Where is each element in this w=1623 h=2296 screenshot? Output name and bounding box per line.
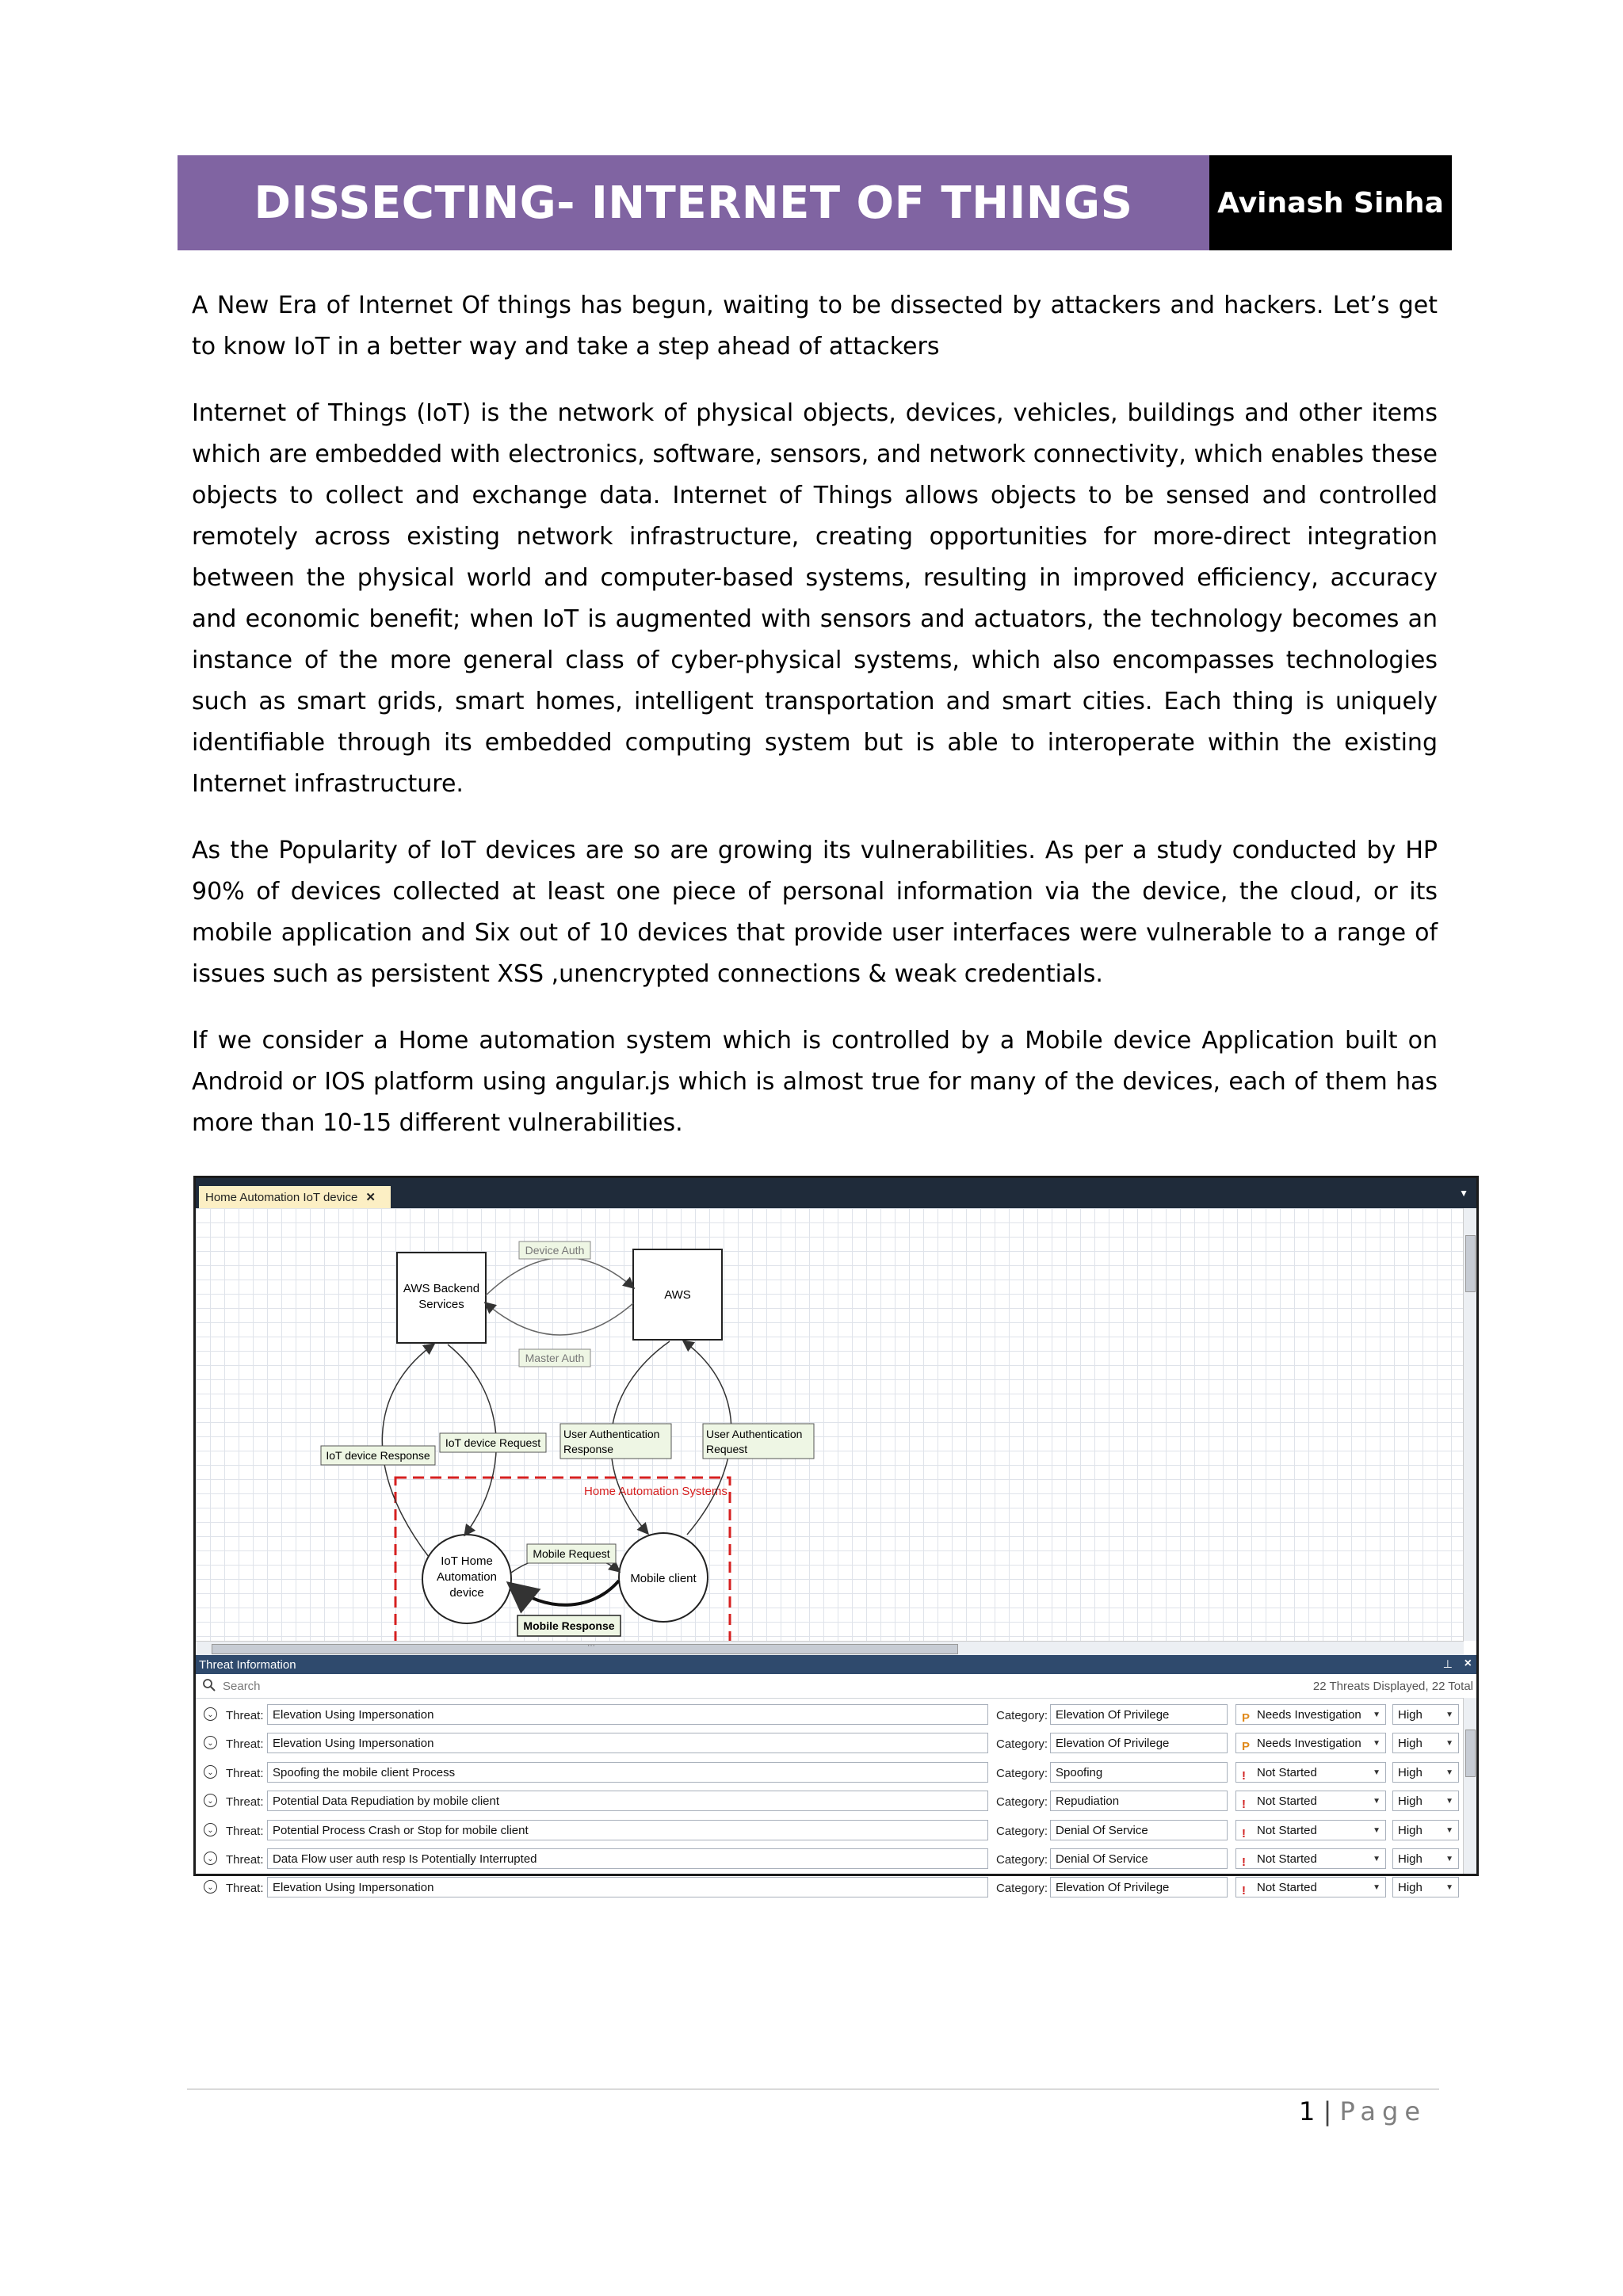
state-select[interactable] (1235, 1877, 1386, 1897)
threat-row[interactable] (196, 1730, 1464, 1758)
category-field[interactable]: Denial Of Service (1050, 1848, 1228, 1869)
category-label: Category: (996, 1709, 1048, 1722)
aws-label: AWS (664, 1288, 691, 1302)
user-auth-request-label-2: Request (706, 1443, 748, 1455)
chevron-down-icon: ▼ (1373, 1739, 1381, 1749)
state-value: Needs Investigation (1257, 1737, 1361, 1751)
user-auth-response-label-1: User Authentication (563, 1428, 660, 1440)
iot-device-request-label: IoT device Request (445, 1436, 541, 1449)
device-auth-flow[interactable] (486, 1257, 633, 1295)
priority-value: High (1398, 1823, 1423, 1837)
category-field[interactable]: Elevation Of Privilege (1050, 1877, 1228, 1897)
state-select[interactable] (1235, 1704, 1386, 1725)
threat-panel-title: Threat Information (199, 1657, 296, 1672)
chevron-down-icon: ▼ (1445, 1711, 1453, 1719)
page-number: 1 (1299, 2096, 1316, 2126)
search-icon (202, 1678, 216, 1692)
threat-row[interactable] (196, 1759, 1464, 1787)
threat-search-bar[interactable] (196, 1674, 1476, 1699)
expand-chevron-icon[interactable]: ⌄ (204, 1765, 217, 1779)
document-title: DISSECTING- INTERNET OF THINGS (178, 155, 1209, 250)
not-started-icon: ! (1242, 1855, 1246, 1869)
mobile-client-label: Mobile client (630, 1572, 697, 1585)
mobile-request-label: Mobile Request (533, 1547, 610, 1560)
threat-row[interactable] (196, 1817, 1464, 1845)
not-started-icon: ! (1242, 1768, 1246, 1783)
threat-title-field[interactable]: Spoofing the mobile client Process (267, 1762, 988, 1783)
state-select[interactable] (1235, 1733, 1386, 1753)
aws-backend-label-2: Services (418, 1298, 464, 1311)
iot-device-response-label: IoT device Response (326, 1449, 430, 1462)
category-field[interactable]: Elevation Of Privilege (1050, 1704, 1228, 1725)
priority-select[interactable] (1392, 1733, 1459, 1753)
threat-label: Threat: (226, 1882, 264, 1896)
threat-list-scrollbar[interactable] (1463, 1698, 1476, 1874)
close-icon[interactable]: × (1464, 1657, 1472, 1670)
threat-label: Threat: (226, 1795, 264, 1810)
state-value: Not Started (1257, 1881, 1317, 1895)
state-select[interactable] (1235, 1848, 1386, 1869)
paragraph-home-automation: If we consider a Home automation system which is controlled by a Mobile device Application built on Android or IOS platform using angular.js which is almost true for many of the devices, each of them has more than 10-15 different vulnerabilities. (192, 1027, 1438, 1137)
threat-label: Threat: (226, 1824, 264, 1838)
expand-chevron-icon[interactable]: ⌄ (204, 1852, 217, 1865)
threat-title-field[interactable]: Potential Data Repudiation by mobile client (267, 1791, 988, 1811)
threat-row[interactable] (196, 1787, 1464, 1816)
chevron-down-icon: ▼ (1445, 1883, 1453, 1893)
chevron-down-icon: ▼ (1373, 1825, 1381, 1835)
threat-title-field[interactable]: Elevation Using Impersonation (267, 1704, 988, 1725)
chevron-down-icon: ▼ (1445, 1739, 1453, 1749)
threat-title-field[interactable]: Potential Process Crash or Stop for mobile client (267, 1820, 988, 1840)
category-label: Category: (996, 1795, 1048, 1810)
diagram-canvas[interactable] (196, 1208, 1464, 1641)
master-auth-flow[interactable] (486, 1303, 633, 1335)
state-value: Not Started (1257, 1823, 1317, 1837)
page-word: Page (1339, 2096, 1426, 2126)
pin-icon[interactable]: ⊥ (1442, 1657, 1453, 1670)
author-name: Avinash Sinha (1209, 155, 1452, 250)
dataflow-diagram (196, 1208, 1464, 1641)
threat-title-field[interactable]: Elevation Using Impersonation (267, 1877, 988, 1897)
priority-select[interactable] (1392, 1877, 1459, 1897)
chevron-down-icon: ▼ (1445, 1854, 1453, 1863)
master-auth-label: Master Auth (525, 1352, 585, 1364)
user-auth-request-label-1: User Authentication (706, 1428, 803, 1440)
iot-home-label-2: Automation (437, 1570, 497, 1584)
threat-row[interactable] (196, 1874, 1464, 1902)
canvas-horizontal-scrollbar[interactable]: ⋯ (196, 1641, 1464, 1656)
priority-value: High (1398, 1708, 1423, 1722)
threat-count: 22 Threats Displayed, 22 Total (1312, 1680, 1473, 1693)
threat-label: Threat: (226, 1737, 264, 1752)
user-auth-response-label-2: Response (563, 1443, 614, 1455)
priority-select[interactable] (1392, 1762, 1459, 1783)
boundary-label: Home Automation Systems (584, 1485, 727, 1498)
category-label: Category: (996, 1766, 1048, 1780)
expand-chevron-icon[interactable]: ⌄ (204, 1794, 217, 1807)
not-started-icon: ! (1242, 1884, 1246, 1898)
priority-value: High (1398, 1765, 1423, 1779)
priority-select[interactable] (1392, 1791, 1459, 1811)
state-select[interactable] (1235, 1820, 1386, 1840)
not-started-icon: ! (1242, 1826, 1246, 1840)
expand-chevron-icon[interactable]: ⌄ (204, 1707, 217, 1721)
threat-list (196, 1701, 1464, 1903)
priority-value: High (1398, 1852, 1423, 1866)
priority-value: High (1398, 1794, 1423, 1809)
needs-investigation-icon: P (1242, 1711, 1251, 1725)
threat-panel-header (196, 1655, 1476, 1674)
paragraph-intro: A New Era of Internet Of things has begun, waiting to be dissected by attackers and hackers. Let’s get to know IoT in a better way and take a step ahead of attackers (192, 292, 1438, 360)
canvas-vertical-scrollbar[interactable] (1463, 1208, 1476, 1641)
priority-select[interactable] (1392, 1848, 1459, 1869)
category-label: Category: (996, 1824, 1048, 1838)
title-banner (178, 155, 1452, 250)
tab-home-automation[interactable] (199, 1186, 391, 1208)
state-value: Not Started (1257, 1794, 1317, 1809)
priority-select[interactable] (1392, 1820, 1459, 1840)
category-label: Category: (996, 1737, 1048, 1752)
priority-select[interactable] (1392, 1704, 1459, 1725)
aws-backend-label-1: AWS Backend (403, 1282, 480, 1295)
page-footer (1268, 2096, 1426, 2126)
chevron-down-icon: ▼ (1445, 1797, 1453, 1806)
footer-separator: | (1323, 2096, 1332, 2126)
expand-chevron-icon[interactable]: ⌄ (204, 1823, 217, 1836)
footer-divider (187, 2088, 1439, 2090)
chevron-down-icon: ▼ (1373, 1883, 1381, 1893)
chevron-down-icon: ▼ (1373, 1768, 1381, 1777)
threat-title-field[interactable]: Data Flow user auth resp Is Potentially Interrupted (267, 1848, 988, 1869)
mobile-response-flow[interactable] (511, 1581, 619, 1605)
body-text (192, 285, 1438, 1169)
chevron-down-icon: ▼ (1445, 1825, 1453, 1835)
chevron-down-icon[interactable]: ▼ (1459, 1188, 1468, 1199)
chevron-down-icon: ▼ (1373, 1854, 1381, 1863)
paragraph-iot-definition: Internet of Things (IoT) is the network of physical objects, devices, vehicles, buildings and other items which are embedded with electronics, software, sensors, and network connectivity, which enables these objects to collect and exchange data. Internet of Things allows objects to be sensed and controlled remotely across existing network infrastructure, creating opportunities for more-direct integration between the physical world and computer-based systems, resulting in improved efficiency, accuracy and economic benefit; when IoT is augmented with sensors and actuators, the technology becomes an instance of the more general class of cyber-physical systems, which also encompasses technologies such as smart grids, smart homes, intelligent transportation and smart cities. Each thing is uniquely identifiable through its embedded computing system but is able to interoperate within the existing Internet infrastructure. (192, 399, 1438, 798)
mobile-response-label: Mobile Response (523, 1619, 615, 1632)
needs-investigation-icon: P (1242, 1740, 1251, 1754)
close-icon[interactable]: ✕ (365, 1191, 376, 1204)
state-value: Not Started (1257, 1765, 1317, 1779)
category-label: Category: (996, 1882, 1048, 1896)
document-tab-bar (196, 1178, 1476, 1208)
chevron-down-icon: ▼ (1373, 1797, 1381, 1806)
threat-label: Threat: (226, 1852, 264, 1867)
not-started-icon: ! (1242, 1798, 1246, 1812)
state-select[interactable] (1235, 1791, 1386, 1811)
category-field[interactable]: Repudiation (1050, 1791, 1228, 1811)
state-value: Needs Investigation (1257, 1708, 1361, 1722)
iot-home-label-3: device (449, 1586, 484, 1600)
threat-row[interactable] (196, 1845, 1464, 1874)
device-auth-label: Device Auth (525, 1244, 585, 1257)
category-label: Category: (996, 1852, 1048, 1867)
category-field[interactable]: Elevation Of Privilege (1050, 1733, 1228, 1753)
state-select[interactable] (1235, 1762, 1386, 1783)
threat-row[interactable] (196, 1701, 1464, 1730)
category-field[interactable]: Denial Of Service (1050, 1820, 1228, 1840)
category-field[interactable]: Spoofing (1050, 1762, 1228, 1783)
threat-modeling-screenshot (193, 1176, 1479, 1898)
search-input[interactable]: Search (223, 1680, 261, 1693)
expand-chevron-icon[interactable]: ⌄ (204, 1880, 217, 1894)
threat-label: Threat: (226, 1709, 264, 1722)
chevron-down-icon: ▼ (1445, 1768, 1453, 1777)
threat-title-field[interactable]: Elevation Using Impersonation (267, 1733, 988, 1753)
threat-label: Threat: (226, 1766, 264, 1780)
state-value: Not Started (1257, 1852, 1317, 1866)
paragraph-vulnerabilities: As the Popularity of IoT devices are so are growing its vulnerabilities. As per a study conducted by HP 90% of devices collected at least one piece of personal information via the device, the cloud, or its mobile application and Six out of 10 devices that provide user interfaces were vulnerable to a range of issues such as persistent XSS ,unencrypted connections & weak credentials. (192, 837, 1438, 988)
iot-home-label-1: IoT Home (441, 1554, 493, 1568)
chevron-down-icon: ▼ (1373, 1711, 1381, 1719)
expand-chevron-icon[interactable]: ⌄ (204, 1736, 217, 1749)
tab-label: Home Automation IoT device (205, 1190, 358, 1204)
priority-value: High (1398, 1881, 1423, 1895)
priority-value: High (1398, 1737, 1423, 1751)
